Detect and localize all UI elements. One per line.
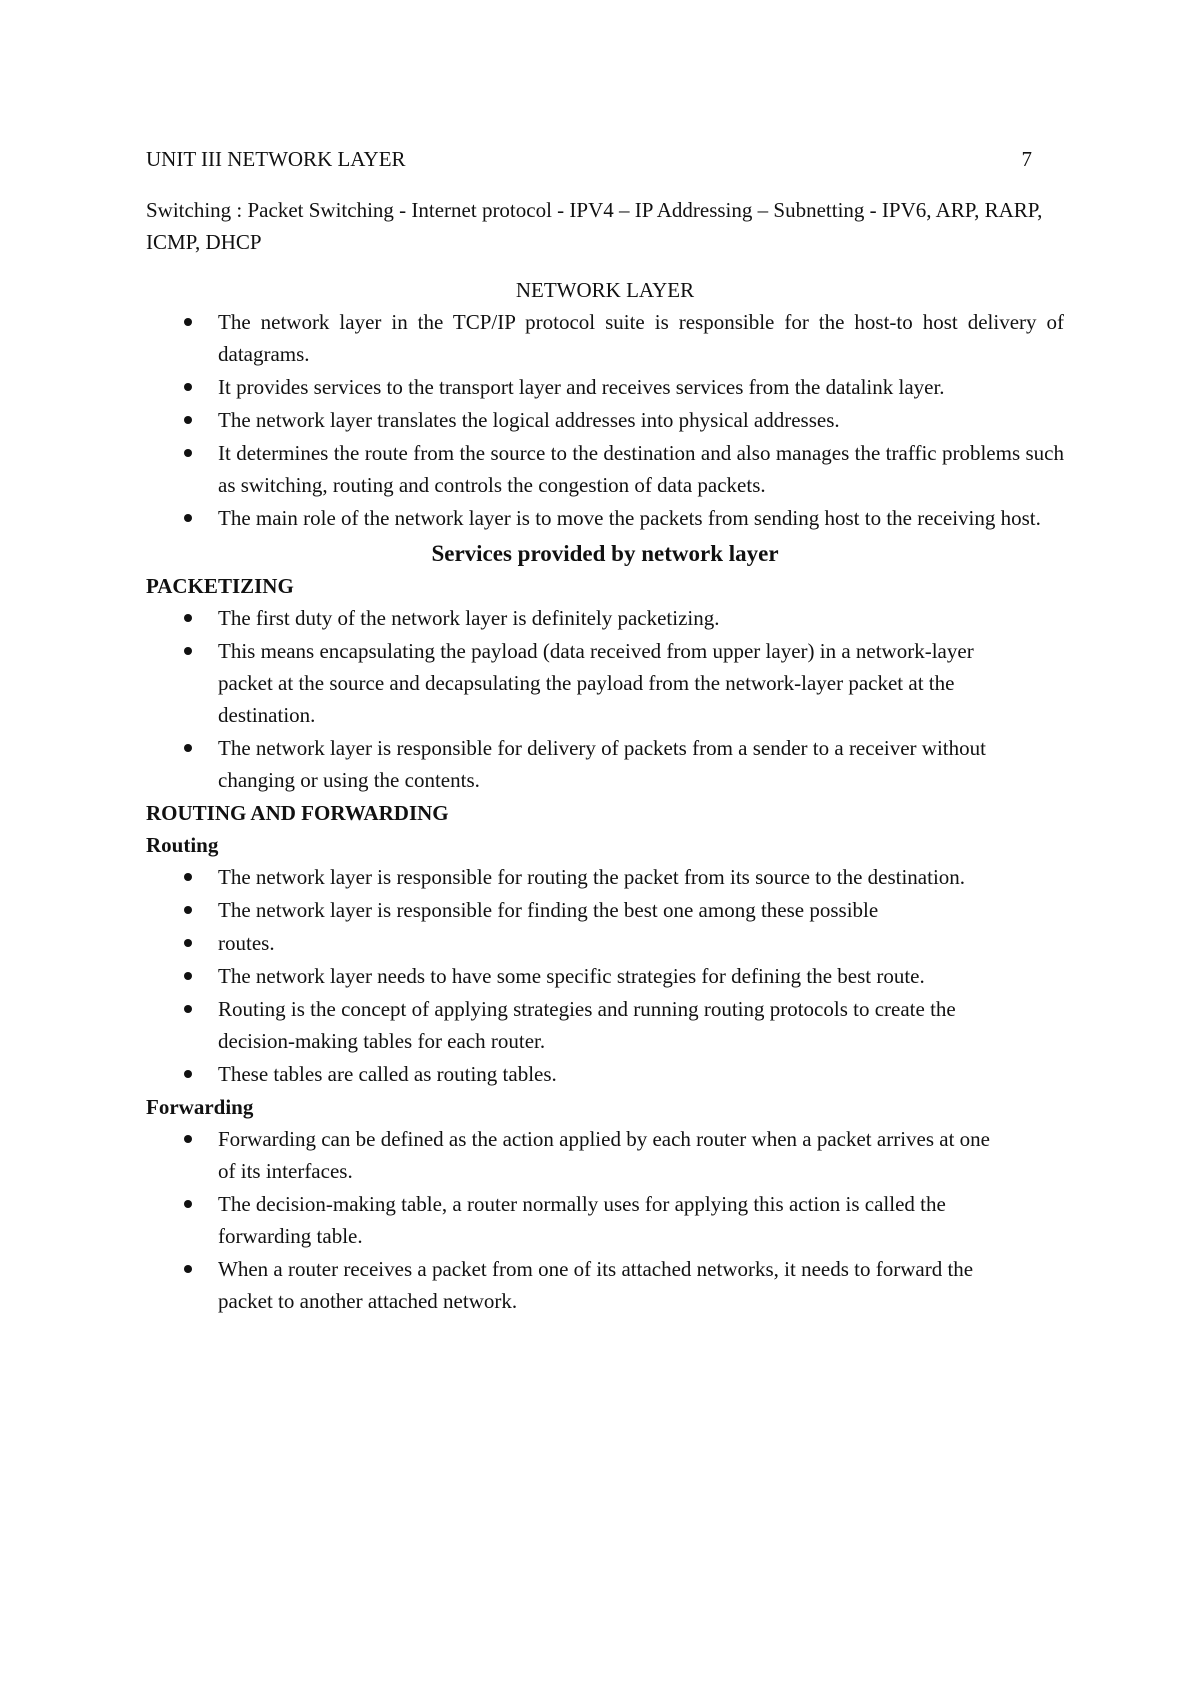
- bullet-icon: [184, 318, 192, 326]
- unit-title: UNIT III NETWORK LAYER: [146, 147, 406, 171]
- bullet-icon: [184, 514, 192, 522]
- list-item: Forwarding can be defined as the action applied by each router when a packet arrives at one of its interfaces.: [146, 1123, 998, 1187]
- list-item: It determines the route from the source to the destination and also manages the traffic problems such as switching, routing and controls the congestion of data packets.: [146, 437, 1064, 501]
- services-heading: Services provided by network layer: [431, 541, 779, 566]
- page-header: [146, 144, 1032, 174]
- packetizing-list: [146, 602, 1064, 796]
- network-layer-heading: NETWORK LAYER: [515, 278, 695, 302]
- list-item: Routing is the concept of applying strategies and running routing protocols to create the decision-making tables for each router.: [146, 993, 998, 1057]
- bullet-icon: [184, 1135, 192, 1143]
- forwarding-list: [146, 1123, 1064, 1317]
- list-item: The network layer needs to have some specific strategies for defining the best route.: [146, 960, 998, 992]
- topics-intro: Switching : Packet Switching - Internet protocol - IPV4 – IP Addressing – Subnetting - IPV6, ARP, RARP, ICMP, DHCP: [146, 198, 1043, 254]
- list-item: The decision-making table, a router normally uses for applying this action is called the forwarding table.: [146, 1188, 998, 1252]
- bullet-icon: [184, 972, 192, 980]
- list-item: It provides services to the transport layer and receives services from the datalink layer.: [146, 371, 1064, 403]
- bullet-icon: [184, 614, 192, 622]
- bullet-icon: [184, 647, 192, 655]
- bullet-icon: [184, 1265, 192, 1273]
- list-item: The network layer is responsible for delivery of packets from a sender to a receiver without changing or using the contents.: [146, 732, 998, 796]
- list-item: routes.: [146, 927, 998, 959]
- list-item: The network layer is responsible for finding the best one among these possible: [146, 894, 998, 926]
- list-item: The first duty of the network layer is definitely packetizing.: [146, 602, 998, 634]
- routing-list: [146, 861, 1064, 1090]
- routing-heading: Routing: [146, 833, 219, 857]
- bullet-icon: [184, 744, 192, 752]
- page-number: 7: [1021, 147, 1032, 171]
- list-item: This means encapsulating the payload (data received from upper layer) in a network-layer packet at the source and decapsulating the payload from the network-layer packet at the destination.: [146, 635, 998, 731]
- bullet-icon: [184, 383, 192, 391]
- packetizing-heading: PACKETIZING: [146, 574, 294, 598]
- bullet-icon: [184, 1070, 192, 1078]
- bullet-icon: [184, 416, 192, 424]
- list-item: The network layer in the TCP/IP protocol suite is responsible for the host-to host delivery of datagrams.: [146, 306, 1064, 370]
- bullet-icon: [184, 1005, 192, 1013]
- bullet-icon: [184, 873, 192, 881]
- bullet-icon: [184, 1200, 192, 1208]
- routing-forwarding-heading: ROUTING AND FORWARDING: [146, 801, 449, 825]
- network-layer-list: [146, 306, 1064, 534]
- list-item: The main role of the network layer is to move the packets from sending host to the receiving host.: [146, 502, 1064, 534]
- list-item: These tables are called as routing tables.: [146, 1058, 998, 1090]
- document-page: [146, 144, 1064, 1318]
- bullet-icon: [184, 939, 192, 947]
- bullet-icon: [184, 906, 192, 914]
- forwarding-heading: Forwarding: [146, 1095, 254, 1119]
- bullet-icon: [184, 449, 192, 457]
- list-item: The network layer is responsible for routing the packet from its source to the destination.: [146, 861, 998, 893]
- list-item: The network layer translates the logical addresses into physical addresses.: [146, 404, 1064, 436]
- list-item: When a router receives a packet from one of its attached networks, it needs to forward the packet to another attached network.: [146, 1253, 998, 1317]
